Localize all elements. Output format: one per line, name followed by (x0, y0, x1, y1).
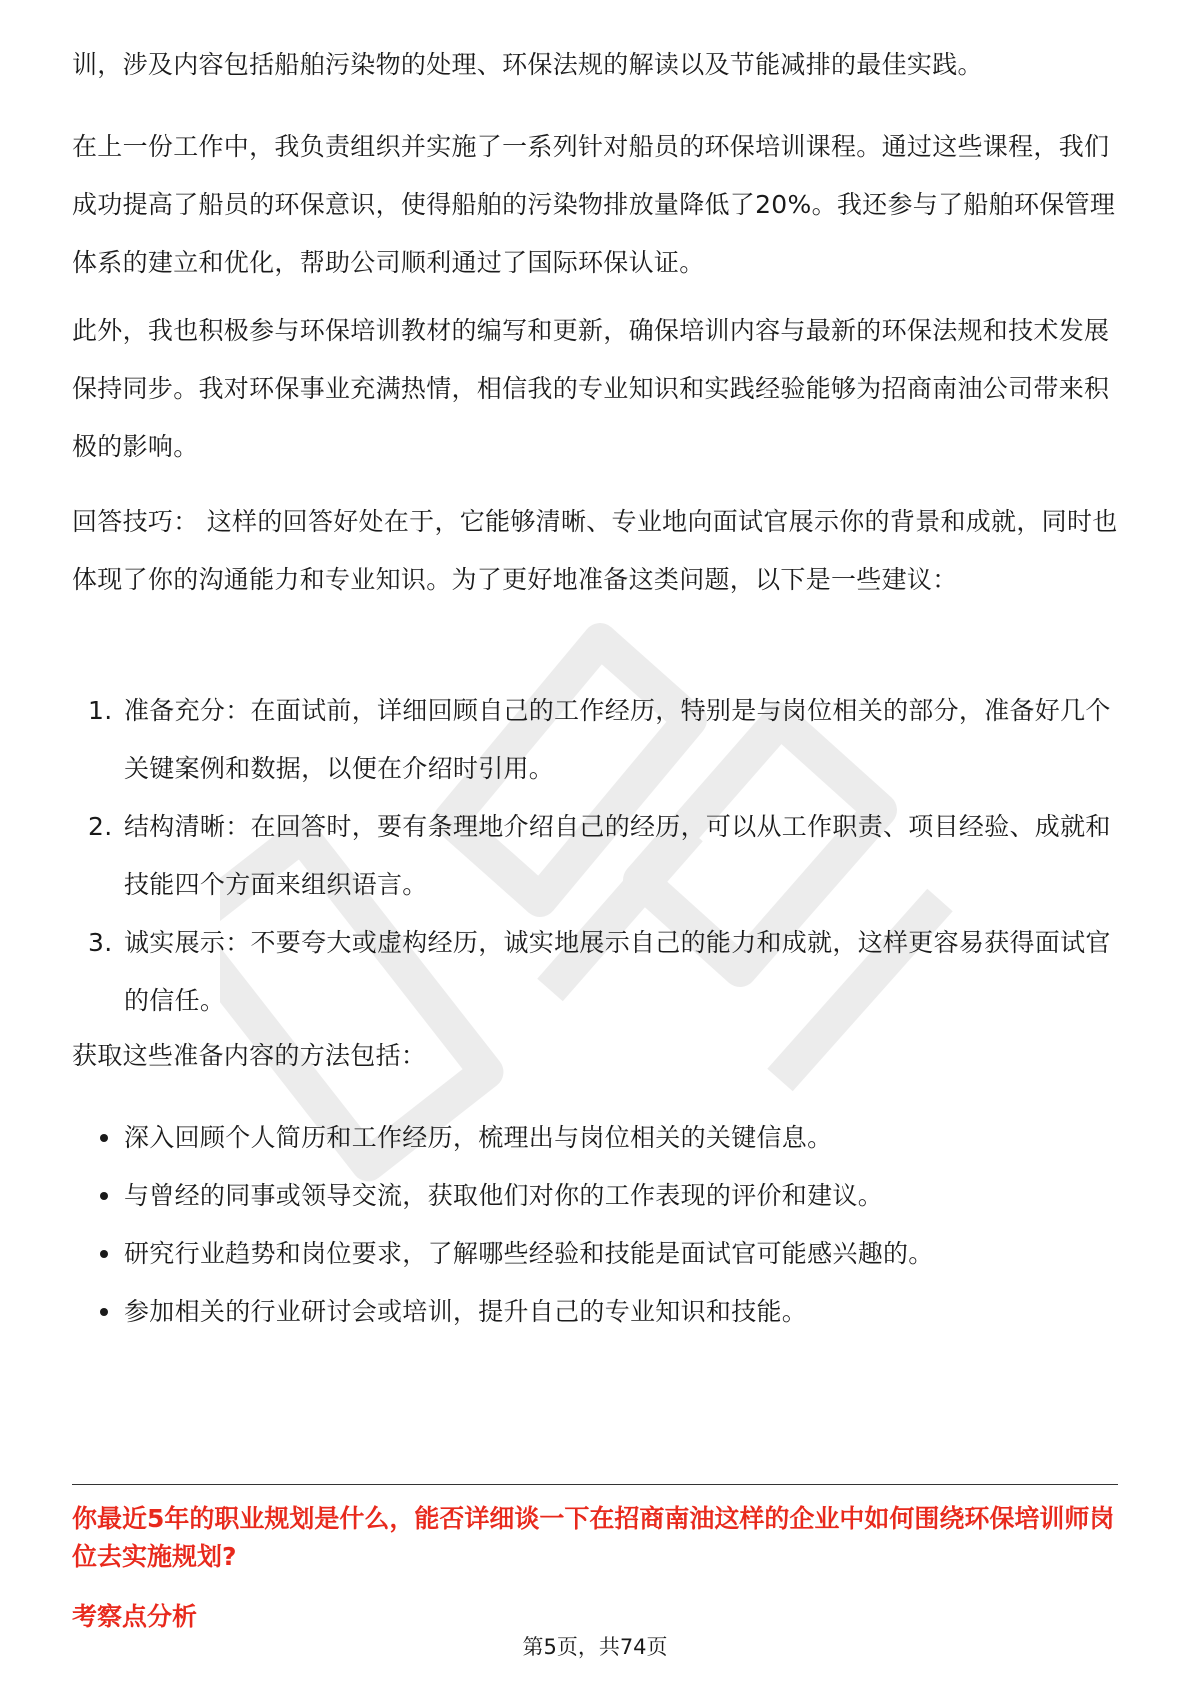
list-item (72, 1225, 1118, 1283)
list-number: 1. (88, 696, 113, 725)
bullet-methods-list (72, 1109, 1118, 1341)
page-number-footer: 第5页，共74页 (522, 1635, 668, 1659)
list-item-text: 研究行业趋势和岗位要求，了解哪些经验和技能是面试官可能感兴趣的。 (124, 1239, 934, 1268)
list-item-text: 与曾经的同事或领导交流，获取他们对你的工作表现的评价和建议。 (124, 1181, 884, 1210)
list-item (72, 682, 1118, 798)
paragraph-additional: 此外，我也积极参与环保培训教材的编写和更新，确保培训内容与最新的环保法规和技术发展保持同步。我对环保事业充满热情，相信我的专业知识和实践经验能够为招商南油公司带来积极的影响。 (72, 316, 1110, 461)
bullet-icon (100, 1308, 108, 1316)
paragraph-experience: 在上一份工作中，我负责组织并实施了一系列针对船员的环保培训课程。通过这些课程，我们成功提高了船员的环保意识，使得船舶的污染物排放量降低了20%。我还参与了船舶环保管理体系的建立和优化，帮助公司顺利通过了国际环保认证。 (72, 132, 1116, 277)
list-item-text: 结构清晰：在回答时，要有条理地介绍自己的经历，可以从工作职责、项目经验、成就和技能四个方面来组织语言。 (124, 812, 1111, 899)
list-number: 2. (88, 812, 113, 841)
numbered-tips-list (72, 682, 1118, 1030)
list-item (72, 914, 1118, 1030)
bullet-icon (100, 1192, 108, 1200)
list-item-text: 参加相关的行业研讨会或培训，提升自己的专业知识和技能。 (124, 1297, 808, 1326)
analysis-heading: 考察点分析 (72, 1602, 198, 1631)
paragraph-continuation: 训，涉及内容包括船舶污染物的处理、环保法规的解读以及节能减排的最佳实践。 (72, 50, 983, 79)
bullet-icon (100, 1134, 108, 1142)
list-item (72, 1167, 1118, 1225)
paragraph-answer-tips: 回答技巧： 这样的回答好处在于，它能够清晰、专业地向面试官展示你的背景和成就，同时也体现了你的沟通能力和专业知识。为了更好地准备这类问题，以下是一些建议： (72, 507, 1118, 594)
paragraph-methods-intro: 获取这些准备内容的方法包括： (72, 1041, 427, 1070)
list-number: 3. (88, 928, 113, 957)
list-item (72, 1109, 1118, 1167)
section-divider (72, 1484, 1118, 1485)
bullet-icon (100, 1250, 108, 1258)
list-item-text: 深入回顾个人简历和工作经历，梳理出与岗位相关的关键信息。 (124, 1123, 833, 1152)
interview-question-heading: 你最近5年的职业规划是什么，能否详细谈一下在招商南油这样的企业中如何围绕环保培训师岗位去实施规划? (72, 1504, 1115, 1571)
list-item-text: 准备充分：在面试前，详细回顾自己的工作经历，特别是与岗位相关的部分，准备好几个关键案例和数据，以便在介绍时引用。 (124, 696, 1111, 783)
list-item (72, 1283, 1118, 1341)
list-item-text: 诚实展示：不要夸大或虚构经历，诚实地展示自己的能力和成就，这样更容易获得面试官的信任。 (124, 928, 1111, 1015)
list-item (72, 798, 1118, 914)
